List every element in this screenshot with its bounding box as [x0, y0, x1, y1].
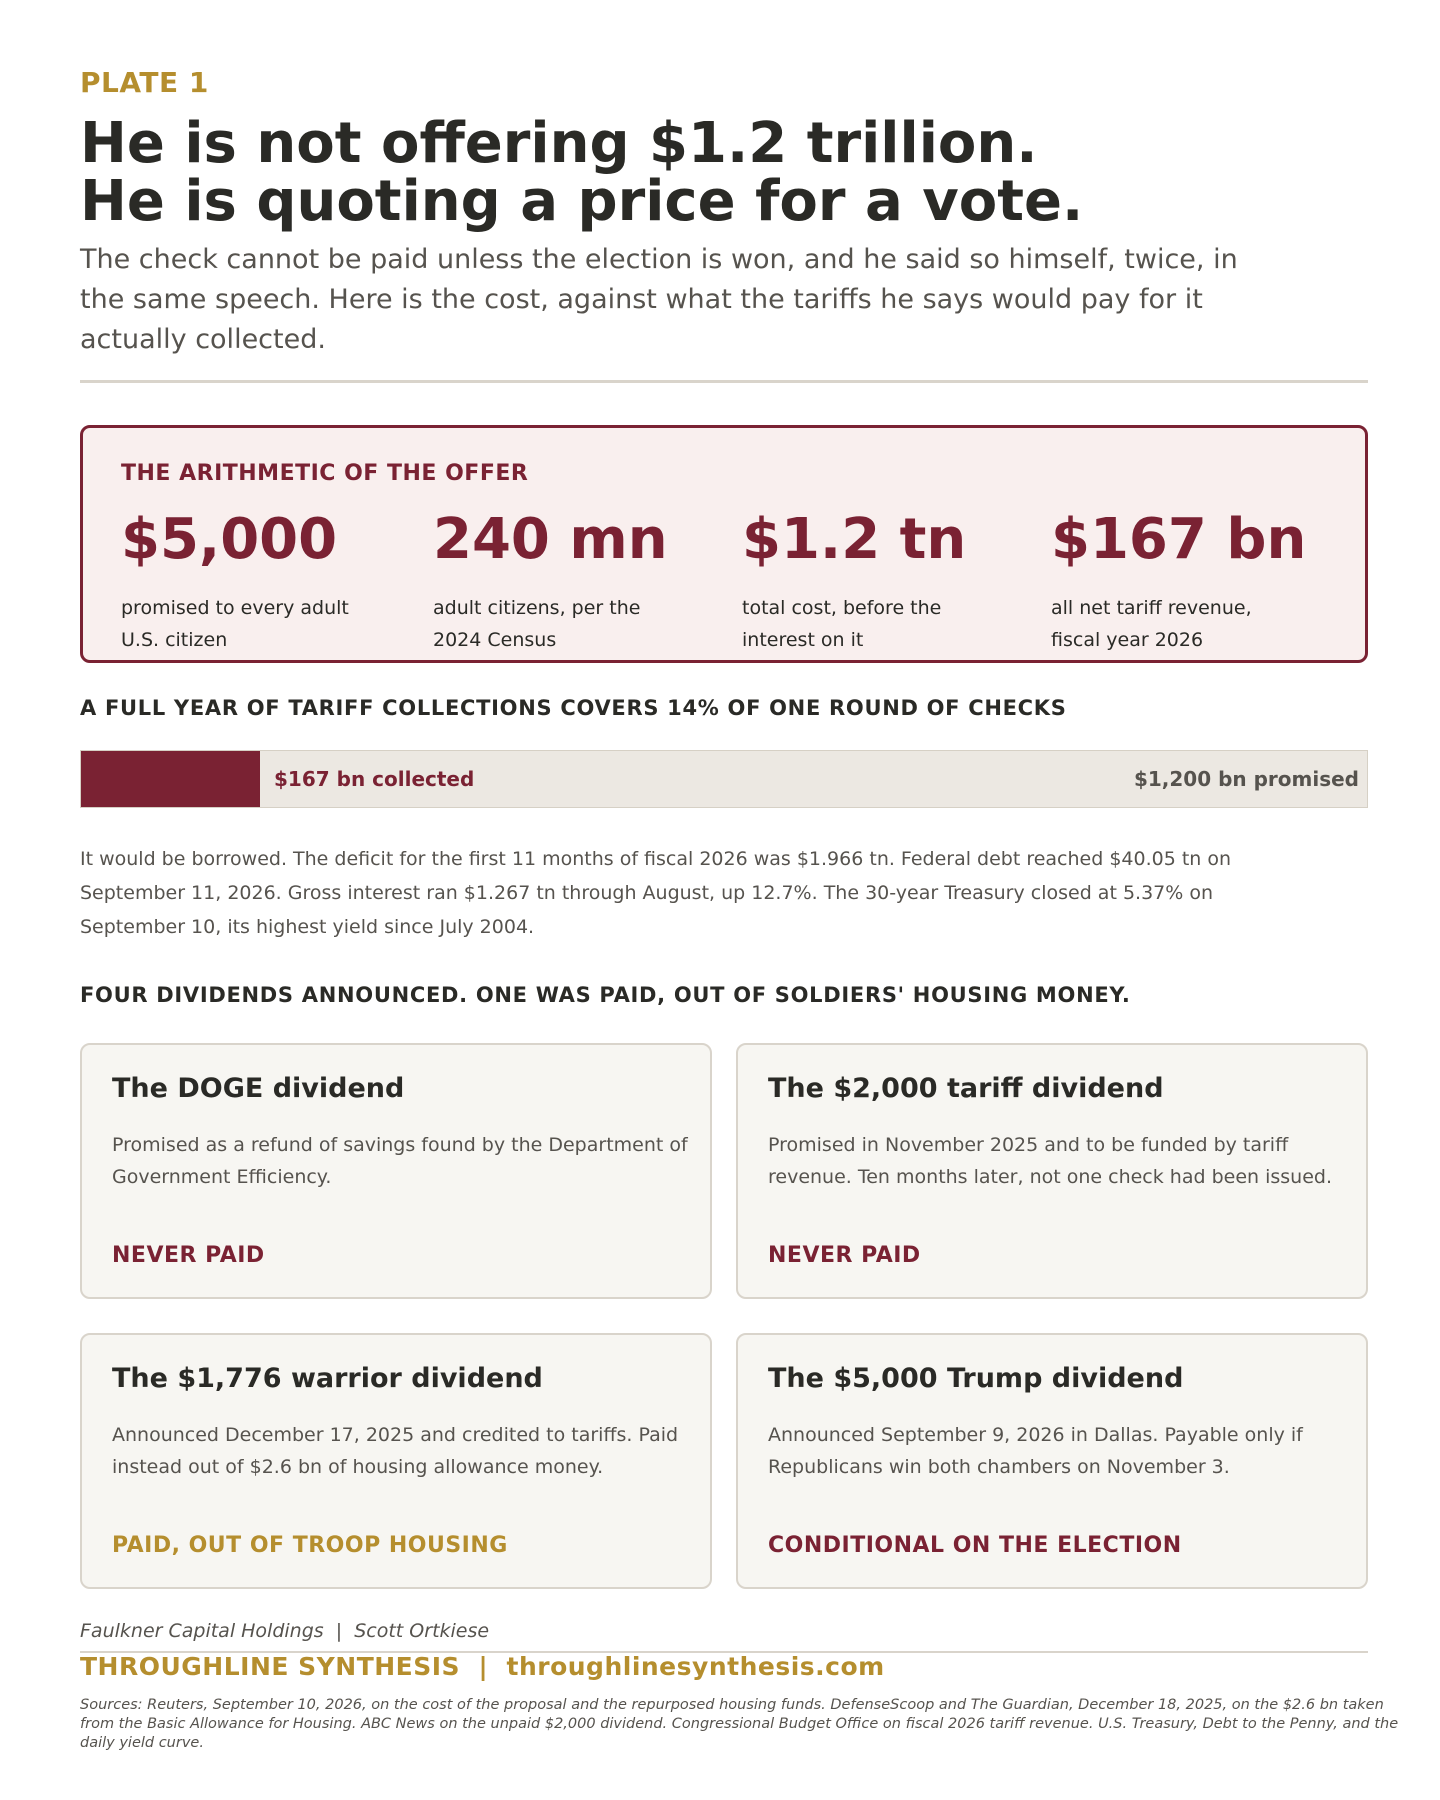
card-title: The DOGE dividend [112, 1073, 405, 1104]
coverage-bar-fill [81, 751, 260, 807]
card-body: Promised in November 2025 and to be funded by tariff revenue. Ten months later, not one check had been issued. [768, 1134, 1333, 1188]
card-title: The $2,000 tariff dividend [768, 1073, 1164, 1104]
dividends-heading: FOUR DIVIDENDS ANNOUNCED. ONE WAS PAID, OUT OF SOLDIERS' HOUSING MONEY. [80, 983, 1131, 1007]
brand-line: THROUGHLINE SYNTHESIS | throughlinesynthesis.com [80, 1652, 885, 1681]
card-body: Announced December 17, 2025 and credited to tariffs. Paid instead out of $2.6 bn of housing allowance money. [112, 1424, 679, 1478]
dividend-card-doge [80, 1043, 712, 1299]
dek-paragraph: The check cannot be paid unless the election is won, and he said so himself, twice, in the same speech. Here is the cost, against what the tariffs he says would pay for it actually collected. [80, 244, 1238, 355]
dividend-card-tariff [736, 1043, 1368, 1299]
card-body: Announced September 9, 2026 in Dallas. Payable only if Republicans win both chambers on November 3. [768, 1424, 1303, 1478]
stat-label: promised to every adult U.S. citizen [121, 597, 349, 651]
arithmetic-title: THE ARITHMETIC OF THE OFFER [121, 461, 529, 486]
byline: Faulkner Capital Holdings | Scott Ortkiese [80, 1620, 490, 1642]
dividend-card-warrior [80, 1333, 712, 1589]
headline-line-1: He is not offering $1.2 trillion. [80, 111, 1038, 176]
card-status: NEVER PAID [112, 1243, 265, 1268]
stat-per-citizen [121, 508, 421, 656]
card-title: The $5,000 Trump dividend [768, 1363, 1184, 1394]
card-status: CONDITIONAL ON THE ELECTION [768, 1533, 1182, 1558]
stat-adult-citizens [433, 508, 733, 656]
stat-value: 240 mn [433, 507, 668, 572]
card-title: The $1,776 warrior dividend [112, 1363, 543, 1394]
stat-value: $1.2 tn [742, 507, 967, 572]
coverage-bar [80, 750, 1368, 808]
stat-label: total cost, before the interest on it [742, 597, 942, 651]
stat-value: $5,000 [121, 507, 338, 572]
stat-tariff-revenue [1051, 508, 1351, 656]
sources-note: Sources: Reuters, September 10, 2026, on the cost of the proposal and the repurposed housing funds. DefenseScoop and The Guardian, December 18, 2025, on the $2.6 bn taken from the Basic Allowance for Housing. ABC News on the unpaid $2,000 dividend. Congressional Budget Office on fiscal 2026 tariff revenue. U.S. Treasury, Debt to the Penny, and the daily yield curve. [80, 1697, 1399, 1751]
promised-label: $1,200 bn promised [1133, 767, 1359, 791]
borrowing-paragraph: It would be borrowed. The deficit for the first 11 months of fiscal 2026 was $1.966 tn. Federal debt reached $40.05 tn on September 11, 2026. Gross interest ran $1.267 tn through August, up 12.7%. The 30-year Treasury closed at 5.37% on September 10, its highest yield since July 2004. [80, 848, 1232, 938]
coverage-heading: A FULL YEAR OF TARIFF COLLECTIONS COVERS 14% OF ONE ROUND OF CHECKS [80, 696, 1067, 720]
headline-line-2: He is quoting a price for a vote. [80, 169, 1084, 234]
stat-label: adult citizens, per the 2024 Census [433, 597, 641, 651]
collected-label: $167 bn collected [274, 767, 475, 791]
card-body: Promised as a refund of savings found by the Department of Government Efficiency. [112, 1134, 688, 1188]
stat-label: all net tariff revenue, fiscal year 2026 [1051, 597, 1252, 651]
stat-total-cost [742, 508, 1042, 656]
stat-value: $167 bn [1051, 507, 1307, 572]
card-status: NEVER PAID [768, 1243, 921, 1268]
dividend-card-trump [736, 1333, 1368, 1589]
plate-label: PLATE 1 [80, 66, 209, 99]
card-status: PAID, OUT OF TROOP HOUSING [112, 1533, 508, 1558]
divider-top [80, 380, 1368, 383]
arithmetic-panel [80, 425, 1368, 663]
headline [80, 111, 1360, 234]
